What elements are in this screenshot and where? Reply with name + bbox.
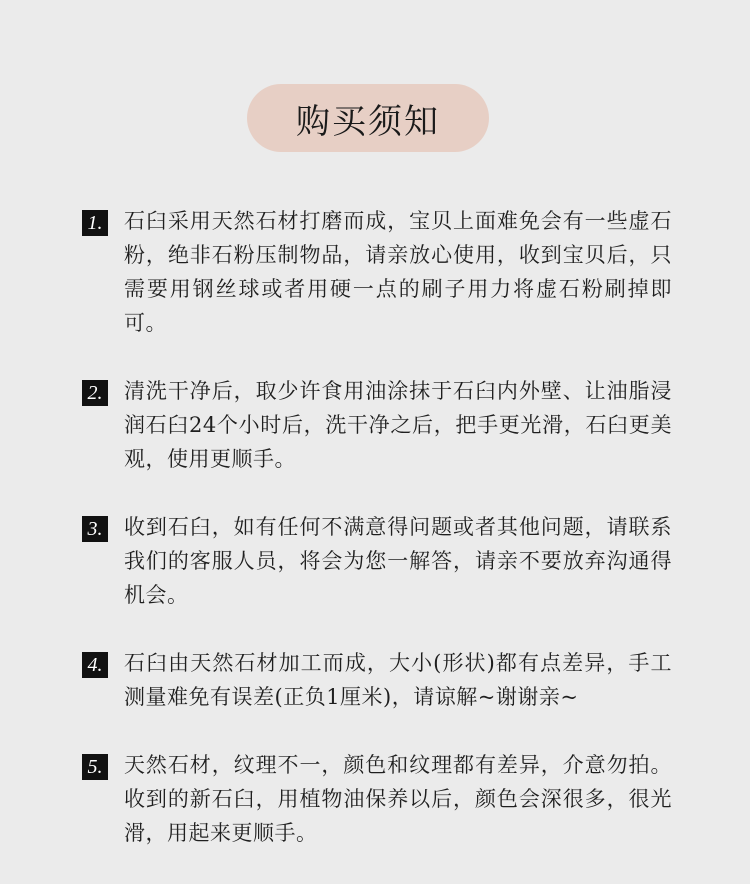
title-pill [247, 84, 489, 152]
page-title: 购买须知 [296, 101, 440, 142]
notice-list [82, 204, 672, 884]
notice-item-2 [82, 374, 672, 476]
item-text: 清洗干净后，取少许食用油涂抹于石臼内外壁、让油脂浸润石臼24个小时后，洗干净之后，把手更光滑，石臼更美观，使用更顺手。 [124, 379, 672, 471]
item-number-badge: 1. [82, 210, 108, 236]
item-text: 石臼采用天然石材打磨而成，宝贝上面难免会有一些虚石粉，绝非石粉压制物品，请亲放心使用，收到宝贝后，只需要用钢丝球或者用硬一点的刷子用力将虚石粉刷掉即可。 [124, 209, 672, 335]
notice-item-5 [82, 748, 672, 850]
item-text: 收到石臼，如有任何不满意得问题或者其他问题，请联系我们的客服人员，将会为您一解答，请亲不要放弃沟通得机会。 [124, 515, 672, 607]
item-number-badge: 4. [82, 652, 108, 678]
item-number-badge: 5. [82, 754, 108, 780]
item-number-badge: 2. [82, 380, 108, 406]
notice-item-1 [82, 204, 672, 340]
notice-item-3 [82, 510, 672, 612]
notice-item-4 [82, 646, 672, 714]
item-text: 石臼由天然石材加工而成，大小(形状)都有点差异，手工测量难免有误差(正负1厘米)，请谅解~谢谢亲~ [124, 651, 672, 709]
item-number-badge: 3. [82, 516, 108, 542]
item-text: 天然石材，纹理不一，颜色和纹理都有差异，介意勿拍。收到的新石臼，用植物油保养以后，颜色会深很多，很光滑，用起来更顺手。 [124, 753, 672, 845]
